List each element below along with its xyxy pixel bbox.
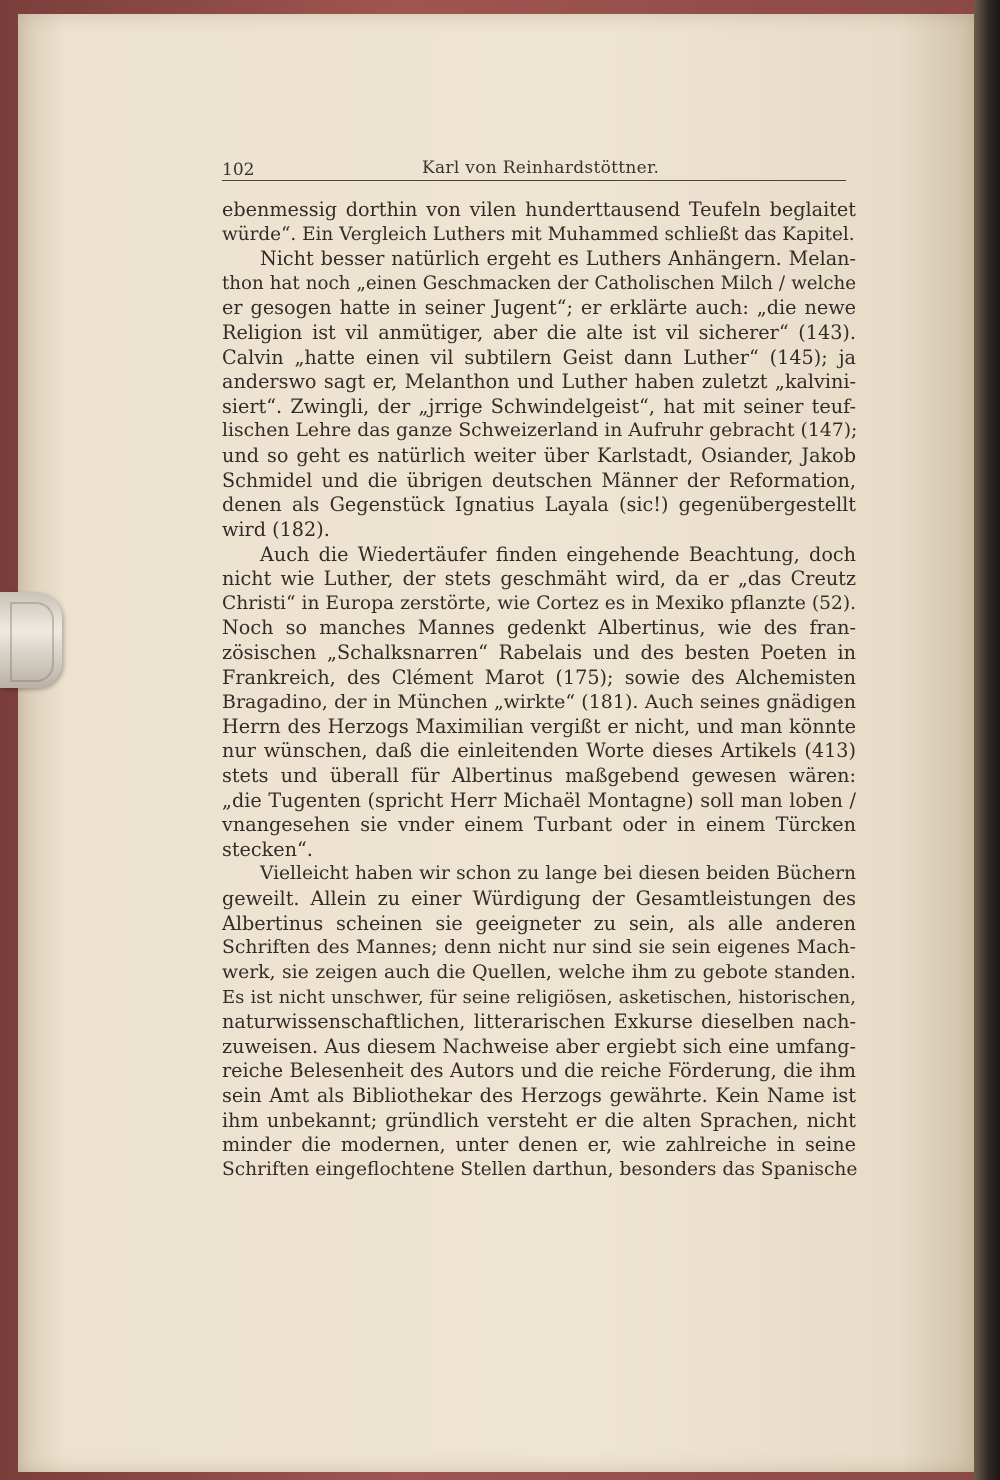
page-clip-opening (10, 602, 54, 682)
text-line: Vielleicht haben wir schon zu lange bei diesen beiden Büchern (260, 863, 856, 885)
text-line: sein Amt als Bibliothekar des Herzogs gewährte. Kein Name ist (222, 1083, 856, 1107)
text-line: nicht wie Luther, der stets geschmäht wird, da er „das Creutz (222, 567, 856, 591)
text-line: Schmidel und die übrigen deutschen Männer der Reformation, (222, 468, 856, 492)
text-line: naturwissenschaftlichen, litterarischen Exkurse dieselben nach- (222, 1010, 856, 1034)
text-line: ebenmessig dorthin von vilen hunderttausend Teufeln beglaitet (222, 198, 856, 221)
text-line: Christi“ in Europa zerstörte, wie Cortez es in Mexiko pflanzte (52). (222, 592, 856, 614)
text-line: Religion ist vil anmütiger, aber die alte ist vil sicherer“ (143). (222, 321, 856, 345)
page-number: 102 (222, 160, 255, 180)
page-clip (0, 592, 62, 688)
running-head: Karl von Reinhardstöttner. (422, 158, 660, 178)
text-line: wird (182). (222, 517, 330, 541)
text-line: würde“. Ein Vergleich Luthers mit Muhammed schließt das Kapitel. (222, 223, 855, 245)
text-line: anderswo sagt er, Melanthon und Luther haben zuletzt „kalvini- (222, 370, 856, 394)
text-line: denen als Gegenstück Ignatius Layala (sic!) gegenübergestellt (222, 493, 856, 517)
text-line: Herrn des Herzogs Maximilian vergißt er nicht, und man könnte (222, 714, 856, 738)
text-line: Nicht besser natürlich ergeht es Luthers Anhängern. Melan- (260, 247, 856, 271)
text-line: stecken“. (222, 837, 313, 861)
text-line: Frankreich, des Clément Marot (175); sowie des Alchemisten (222, 665, 856, 689)
body-text (222, 198, 856, 1182)
text-line: vnangesehen sie vnder einem Turbant oder in einem Türcken (222, 813, 856, 837)
text-line: siert“. Zwingli, der „jrrige Schwindelgeist“, hat mit seiner teuf- (222, 394, 856, 418)
header-rule (222, 180, 846, 181)
text-line: „die Tugenten (spricht Herr Michaël Montagne) soll man loben / (222, 788, 856, 812)
text-line: stets und überall für Albertinus maßgebend gewesen wären: (222, 764, 856, 788)
text-line: thon hat noch „einen Geschmacken der Catholischen Milch / welche (222, 272, 856, 294)
book-spine (974, 0, 1000, 1480)
text-line: Calvin „hatte einen vil subtilern Geist dann Luther“ (145); ja (222, 345, 856, 369)
text-line: Es ist nicht unschwer, für seine religiösen, asketischen, historischen, (222, 986, 856, 1008)
page-header (222, 154, 846, 182)
text-line: er gesogen hatte in seiner Jugent“; er erklärte auch: „die newe (222, 296, 856, 320)
text-line: und so geht es natürlich weiter über Karlstadt, Osiander, Jakob (222, 444, 856, 468)
text-line: reiche Belesenheit des Autors und die reiche Förderung, die ihm (222, 1059, 856, 1083)
text-line: lischen Lehre das ganze Schweizerland in Aufruhr gebracht (147); (222, 420, 858, 442)
text-line: Schriften des Mannes; denn nicht nur sind sie sein eigenes Mach- (222, 937, 856, 959)
text-line: Schriften eingeflochtene Stellen darthun, besonders das Spanische (222, 1158, 858, 1180)
text-line: Albertinus scheinen sie geeigneter zu sein, als alle anderen (222, 911, 856, 935)
text-line: ihm unbekannt; gründlich versteht er die alten Sprachen, nicht (222, 1108, 856, 1132)
text-line: Auch die Wiedertäufer finden eingehende Beachtung, doch (260, 542, 856, 566)
text-line: Noch so manches Mannes gedenkt Albertinus, wie des fran- (222, 616, 856, 640)
text-line: werk, sie zeigen auch die Quellen, welche ihm zu gebote standen. (222, 961, 856, 983)
text-line: geweilt. Allein zu einer Würdigung der Gesamtleistungen des (222, 887, 856, 911)
text-line: zösischen „Schalksnarren“ Rabelais und des besten Poeten in (222, 640, 856, 664)
text-line: Bragadino, der in München „wirkte“ (181). Auch seines gnädigen (222, 691, 856, 714)
text-line: zuweisen. Aus diesem Nachweise aber ergiebt sich eine umfang- (222, 1034, 856, 1058)
text-line: minder die modernen, unter denen er, wie zahlreiche in seine (222, 1133, 856, 1157)
text-line: nur wünschen, daß die einleitenden Worte dieses Artikels (413) (222, 739, 856, 763)
